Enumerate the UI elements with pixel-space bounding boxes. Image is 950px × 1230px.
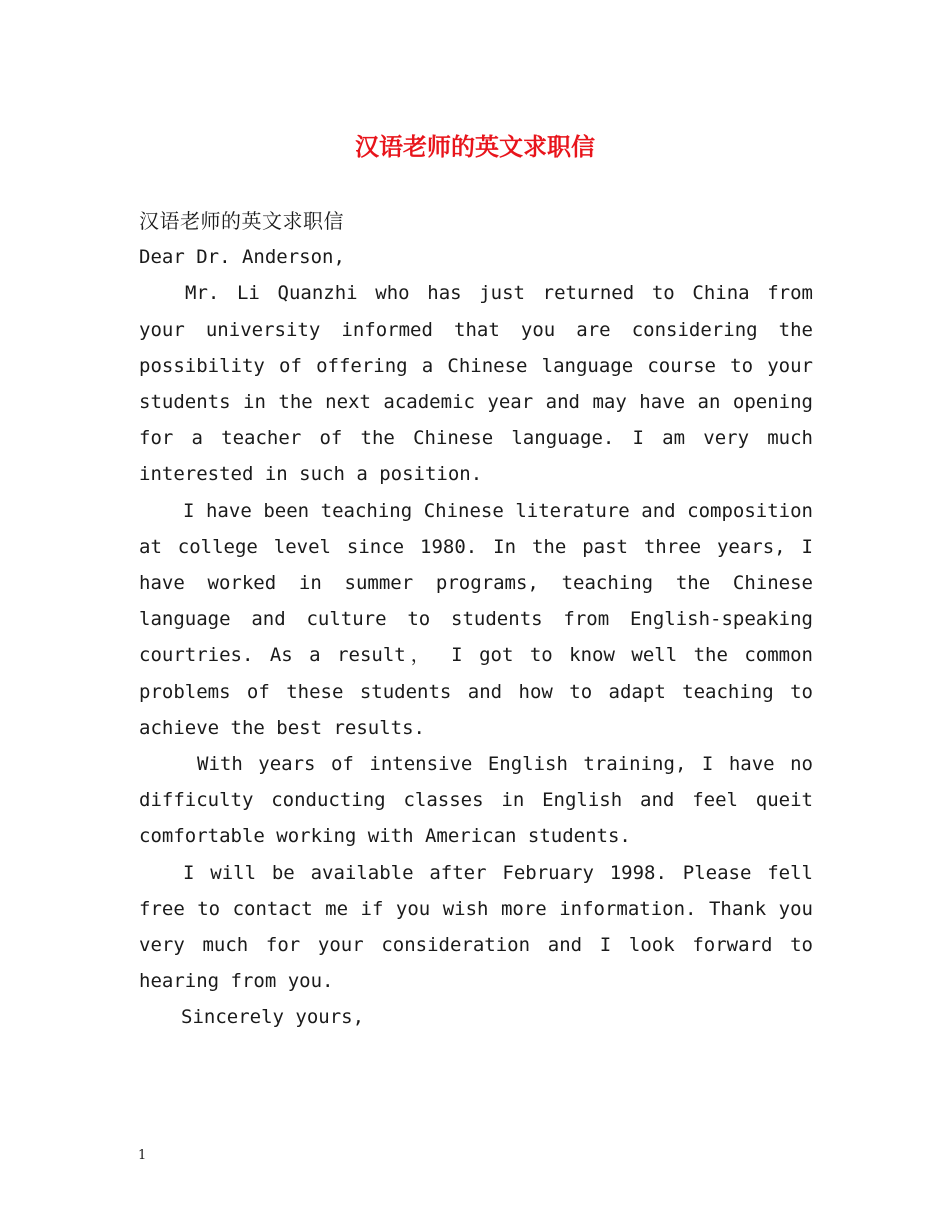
document-title: 汉语老师的英文求职信 bbox=[355, 132, 595, 161]
closing: Sincerely yours, bbox=[181, 1006, 365, 1029]
paragraph-4: I will be available after February 1998. Please fell free to contact me if you wish more information. Thank you very much for your consideration and I look forward to hearing from you. bbox=[139, 861, 813, 993]
paragraph-1: Mr. Li Quanzhi who has just returned to China from your university informed that you are considering the possibility of offering a Chinese language course to your students in the next academic year and may have an opening for a teacher of the Chinese language. I am very much interested in such a position. bbox=[139, 282, 813, 486]
paragraph-2: I have been teaching Chinese literature and composition at college level since 1980. In the past three years, I have worked in summer programs, teaching the Chinese language and culture to students from English-speaking courtries. As a result， I got to know well the common problems of these students and how to adapt teaching to achieve the best results. bbox=[139, 499, 813, 739]
paragraph-3: With years of intensive English training, I have no difficulty conducting classes in English and feel queit comfortable working with American students. bbox=[139, 753, 813, 848]
page-number: 1 bbox=[138, 1148, 147, 1163]
letter-subtitle: 汉语老师的英文求职信 bbox=[139, 209, 344, 233]
salutation: Dear Dr. Anderson, bbox=[139, 246, 345, 269]
letter-body bbox=[139, 203, 813, 1036]
